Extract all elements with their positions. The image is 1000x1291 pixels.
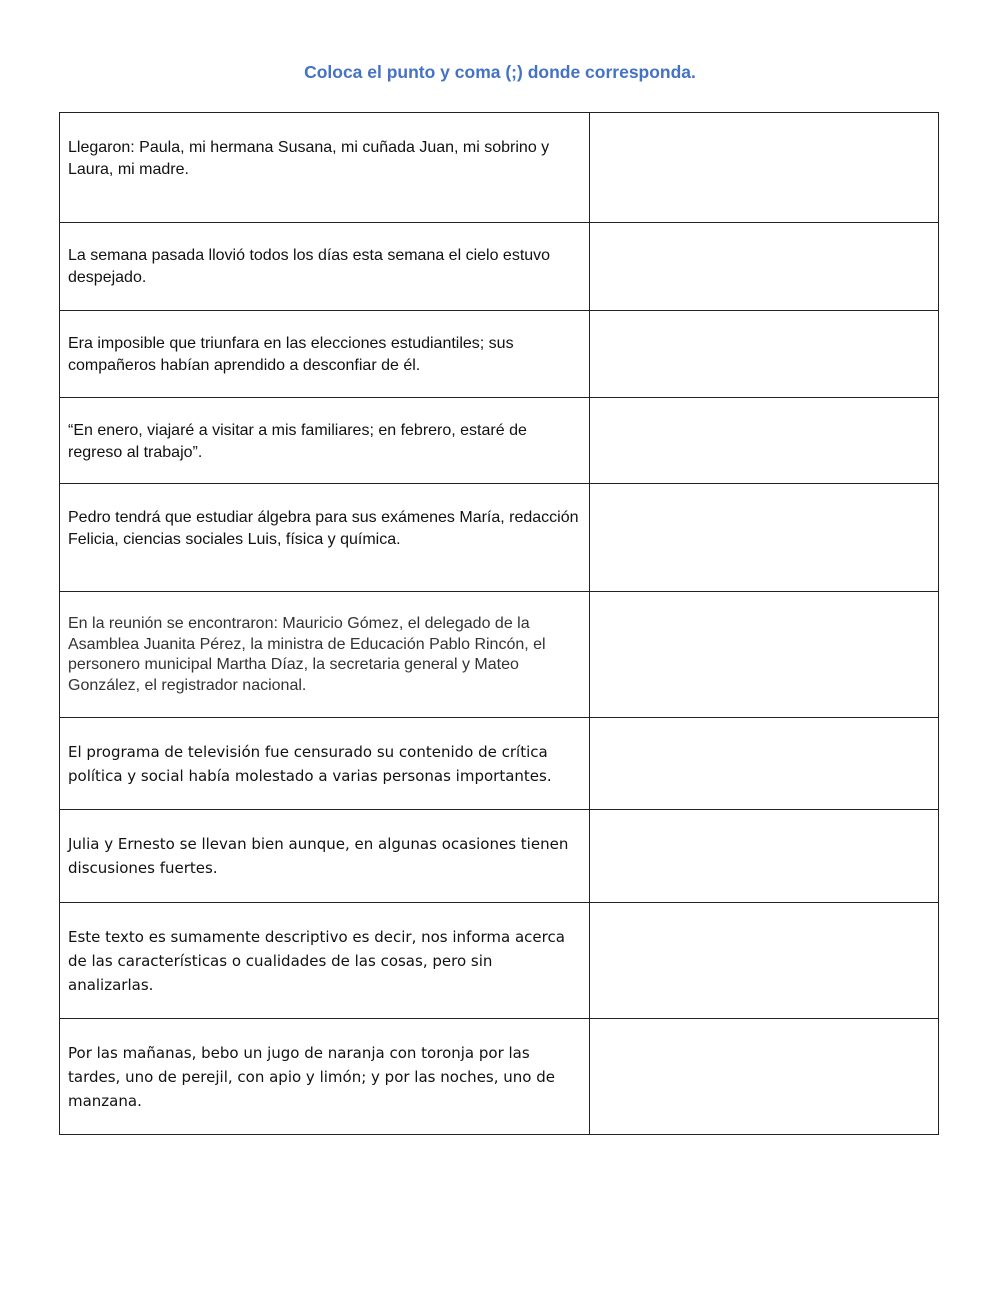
sentence-text: “En enero, viajaré a visitar a mis familiares; en febrero, estaré de regreso al trabajo”.	[68, 422, 527, 461]
table-row	[60, 718, 939, 810]
sentence-cell	[60, 311, 590, 398]
sentence-cell	[60, 903, 590, 1019]
answer-input[interactable]	[590, 311, 938, 328]
answer-cell[interactable]	[590, 903, 939, 1019]
sentence-cell	[60, 1019, 590, 1135]
table-row	[60, 398, 939, 484]
answer-input[interactable]	[590, 398, 938, 415]
answer-input[interactable]	[590, 223, 938, 240]
answer-cell[interactable]	[590, 113, 939, 223]
answer-cell[interactable]	[590, 398, 939, 484]
table-row	[60, 223, 939, 311]
sentence-cell	[60, 223, 590, 311]
answer-input[interactable]	[590, 903, 938, 920]
sentence-cell	[60, 592, 590, 718]
sentence-text: Este texto es sumamente descriptivo es decir, nos informa acerca de las características o cualidades de las cosas, pero sin analizarlas.	[68, 928, 565, 994]
sentence-cell	[60, 113, 590, 223]
table-row	[60, 113, 939, 223]
answer-input[interactable]	[590, 484, 938, 501]
sentence-text: Llegaron: Paula, mi hermana Susana, mi cuñada Juan, mi sobrino y Laura, mi madre.	[68, 139, 550, 178]
answer-cell[interactable]	[590, 484, 939, 592]
answer-cell[interactable]	[590, 223, 939, 311]
sentence-text: Julia y Ernesto se llevan bien aunque, en algunas ocasiones tienen discusiones fuertes.	[68, 835, 569, 877]
table-row	[60, 1019, 939, 1135]
sentence-text: La semana pasada llovió todos los días esta semana el cielo estuvo despejado.	[68, 247, 551, 286]
answer-input[interactable]	[590, 810, 938, 827]
sentence-text: En la reunión se encontraron: Mauricio Gómez, el delegado de la Asamblea Juanita Pérez, la ministra de Educación Pablo Rincón, el personero municipal Martha Díaz, la secretaria general y Mateo González, el registrador nacional.	[68, 615, 546, 694]
answer-cell[interactable]	[590, 592, 939, 718]
sentence-cell	[60, 718, 590, 810]
answer-input[interactable]	[590, 113, 938, 130]
page-title: Coloca el punto y coma (;) donde corresponda.	[304, 62, 696, 82]
table-row	[60, 592, 939, 718]
answer-input[interactable]	[590, 718, 938, 735]
table-row	[60, 484, 939, 592]
table-row	[60, 810, 939, 903]
sentence-text: Pedro tendrá que estudiar álgebra para sus exámenes María, redacción Felicia, ciencias sociales Luis, física y química.	[68, 509, 579, 548]
answer-cell[interactable]	[590, 311, 939, 398]
answer-input[interactable]	[590, 592, 938, 609]
answer-cell[interactable]	[590, 718, 939, 810]
sentence-cell	[60, 398, 590, 484]
answer-cell[interactable]	[590, 810, 939, 903]
sentence-cell	[60, 810, 590, 903]
sentence-text: El programa de televisión fue censurado su contenido de crítica política y social había molestado a varias personas importantes.	[68, 743, 552, 785]
sentence-cell	[60, 484, 590, 592]
table-row	[60, 311, 939, 398]
sentence-text: Era imposible que triunfara en las elecciones estudiantiles; sus compañeros habían aprendido a desconfiar de él.	[68, 335, 514, 374]
answer-cell[interactable]	[590, 1019, 939, 1135]
table-row	[60, 903, 939, 1019]
exercise-table	[59, 112, 939, 1135]
sentence-text: Por las mañanas, bebo un jugo de naranja con toronja por las tardes, uno de perejil, con apio y limón; y por las noches, uno de manzana.	[68, 1044, 555, 1110]
answer-input[interactable]	[590, 1019, 938, 1036]
